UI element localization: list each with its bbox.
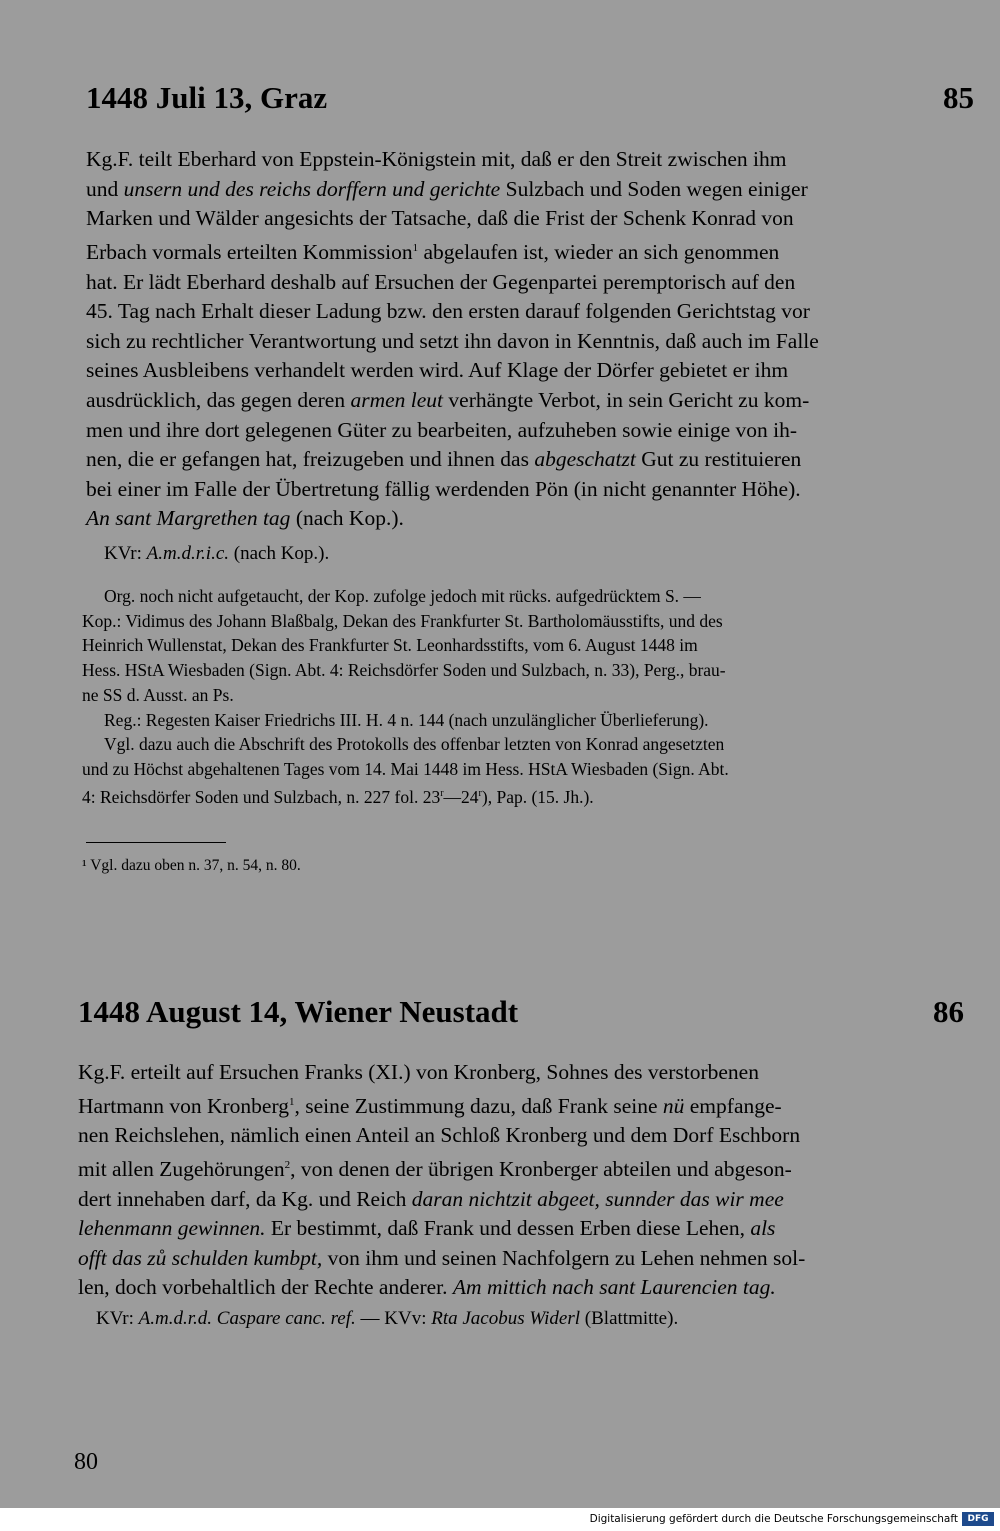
text-line: men und ihre dort gelegenen Güter zu bearbeiten, aufzuheben sowie einige von ih- [86,417,798,442]
text-line: dert innehaben darf, da Kg. und Reich daran nichtzit abgeet, sunnder das wir mee [78,1186,784,1211]
text-line: Kg.F. erteilt auf Ersuchen Franks (XI.) von Kronberg, Sohnes des verstorbenen [78,1060,759,1084]
page-number: 80 [74,1449,98,1475]
text-line: Hartmann von Kronberg$^1$, seine Zustimmung dazu, daß Frank seine nü empfange- [78,1093,782,1118]
text-line: Kg.F. teilt Eberhard von Eppstein-Königstein mit, daß er den Streit zwischen ihm [86,147,787,171]
text-line: ausdrücklich, das gegen deren armen leut verhängte Verbot, in sein Gericht zu kom- [86,387,810,412]
note-line: und zu Höchst abgehaltenen Tages vom 14. Mai 1448 im Hess. HStA Wiesbaden (Sign. Abt. [82,758,729,779]
digitization-footer [0,1508,1000,1531]
note-line: Reg.: Regesten Kaiser Friedrichs III. H. 4 n. 144 (nach unzulänglicher Überlieferung). [104,709,709,730]
heading-date-place: 1448 Juli 13, Graz [86,80,328,115]
note-line: Hess. HStA Wiesbaden (Sign. Abt. 4: Reichsdörfer Soden und Sulzbach, n. 33), Perg., brau- [82,660,726,681]
text-line: lehenmann gewinnen. Er bestimmt, daß Frank und dessen Erben diese Lehen, als [78,1216,776,1241]
note-line: 4: Reichsdörfer Soden und Sulzbach, n. 227 fol. 23$^r$—24$^r$), Pap. (15. Jh.). [82,786,594,807]
regest-text-85 [86,145,819,534]
text-line: bei einer im Falle der Übertretung fällig werdenden Pön (in nicht genannter Höhe). [86,476,801,501]
text-line: und unsern und des reichs dorffern und gerichte Sulzbach und Soden wegen einiger [86,176,808,201]
text-line: mit allen Zugehörungen$^2$, von denen der übrigen Kronberger abteilen und abgeson- [78,1157,792,1182]
text-line: seines Ausbleibens verhandelt werden wird. Auf Klage der Dörfer gebietet er ihm [86,358,789,383]
document-heading-86 [78,992,964,1032]
note-line: ne SS d. Ausst. an Ps. [82,684,234,705]
heading-date-place: 1448 August 14, Wiener Neustadt [78,994,519,1029]
regest-text-86 [78,1058,805,1303]
footnote-85: ¹ Vgl. dazu oben n. 37, n. 54, n. 80. [82,857,301,874]
note-line: Heinrich Wullenstat, Dekan des Frankfurter St. Leonhardsstifts, vom 6. August 1448 im [82,635,698,656]
text-line: Marken und Wälder angesichts der Tatsache, daß die Frist der Schenk Konrad von [86,206,794,231]
text-line: nen, die er gefangen hat, freizugeben und ihnen das abgeschatzt Gut zu restituieren [86,447,802,472]
text-line: hat. Er lädt Eberhard deshalb auf Ersuchen der Gegenpartei peremptorisch auf den [86,269,796,294]
note-line: Kop.: Vidimus des Johann Blaßbalg, Dekan des Frankfurter St. Bartholomäusstifts, und des [82,610,723,631]
kanzleivermerk-86: KVr: A.m.d.r.d. Caspare canc. ref. — KVv: Rta Jacobus Widerl (Blattmitte). [96,1308,679,1329]
text-line: offt das zů schulden kumbpt, von ihm und seinen Nachfolgern zu Lehen nehmen sol- [78,1245,806,1270]
kanzleivermerk-85: KVr: A.m.d.r.i.c. (nach Kop.). [104,543,330,564]
text-line: sich zu rechtlicher Verantwortung und setzt ihn davon in Kenntnis, daß auch im Falle [86,328,819,353]
document-heading-85 [86,78,974,118]
note-line: Org. noch nicht aufgetaucht, der Kop. zufolge jedoch mit rücks. aufgedrücktem S. — [104,586,701,606]
text-line: Erbach vormals erteilten Kommission$^1$ abgelaufen ist, wieder an sich genommen [86,239,780,264]
text-line: nen Reichslehen, nämlich einen Anteil an Schloß Kronberg und dem Dorf Eschborn [78,1123,801,1148]
text-line: len, doch vorbehaltlich der Rechte anderer. Am mittich nach sant Laurencien tag. [78,1275,776,1300]
note-line: Vgl. dazu auch die Abschrift des Protokolls des offenbar letzten von Konrad angesetzten [104,734,725,755]
document-number: 85 [943,80,974,115]
funding-note: Digitalisierung gefördert durch die Deutsche Forschungsgemeinschaft [589,1513,958,1525]
archival-notes-85 [82,584,729,809]
document-number: 86 [933,994,964,1029]
footnote-rule [86,842,226,843]
dfg-logo-icon: DFG [962,1512,994,1526]
text-line: 45. Tag nach Erhalt dieser Ladung bzw. den ersten darauf folgenden Gerichtstag vor [86,299,810,324]
text-line: An sant Margrethen tag (nach Kop.). [86,506,404,531]
